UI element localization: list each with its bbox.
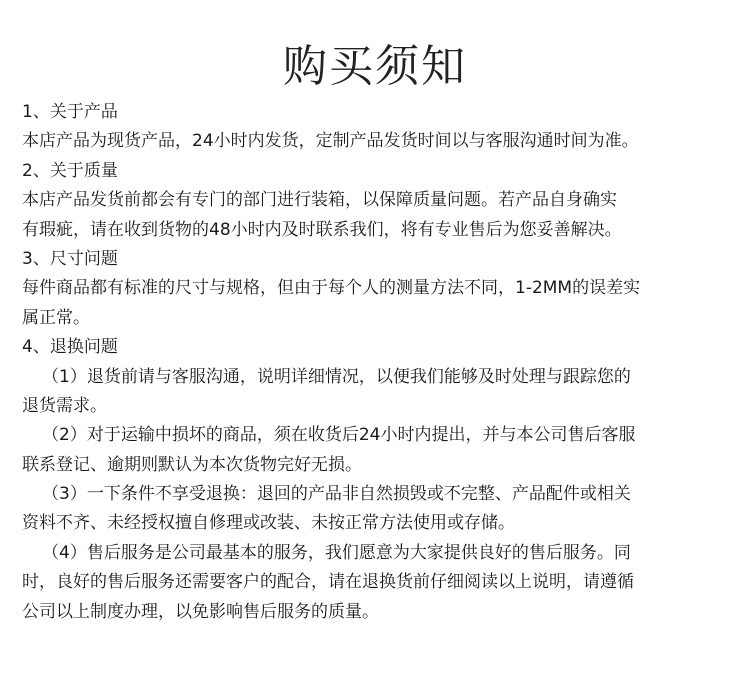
heading-products: 1、关于产品 bbox=[22, 102, 118, 122]
returns-item-2-line: （2）对于运输中损坏的商品，须在收货后24小时内提出，并与本公司售后客服 bbox=[42, 425, 636, 446]
returns-item-3-line: 资料不齐、未经授权擅自修理或改装、未按正常方法使用或存储。 bbox=[22, 513, 515, 534]
heading-returns: 4、退换问题 bbox=[22, 337, 118, 358]
returns-item-1-line: （1）退货前请与客服沟通，说明详细情况，以便我们能够及时处理与跟踪您的 bbox=[42, 366, 631, 387]
returns-item-4-line: （4）售后服务是公司最基本的服务，我们愿意为大家提供良好的售后服务。同 bbox=[42, 542, 631, 563]
returns-item-4-line: 公司以上制度办理，以免影响售后服务的质量。 bbox=[22, 601, 379, 622]
returns-item-3-line: （3）一下条件不享受退换：退回的产品非自然损毁或不完整、产品配件或相关 bbox=[42, 484, 631, 505]
products-text-line: 本店产品为现货产品，24小时内发货，定制产品发货时间以与客服沟通时间为准。 bbox=[22, 131, 639, 152]
page-title: 购买须知 bbox=[283, 41, 467, 93]
size-text-line: 每件商品都有标准的尺寸与规格，但由于每个人的测量方法不同，1-2MM的误差实 bbox=[22, 278, 641, 299]
heading-size: 3、尺寸问题 bbox=[22, 248, 118, 269]
returns-item-1-line: 退货需求。 bbox=[22, 395, 107, 416]
heading-quality: 2、关于质量 bbox=[22, 160, 118, 181]
size-text-line: 属正常。 bbox=[22, 307, 90, 328]
returns-item-4-line: 时，良好的售后服务还需要客户的配合，请在退换货前仔细阅读以上说明，请遵循 bbox=[22, 572, 634, 593]
quality-text-line: 有瑕疵，请在收到货物的48小时内及时联系我们，将有专业售后为您妥善解决。 bbox=[22, 219, 622, 240]
returns-item-2-line: 联系登记、逾期则默认为本次货物完好无损。 bbox=[22, 454, 362, 475]
quality-text-line: 本店产品发货前都会有专门的部门进行装箱，以保障质量问题。若产品自身确实 bbox=[22, 190, 617, 211]
notice-content bbox=[22, 98, 732, 627]
